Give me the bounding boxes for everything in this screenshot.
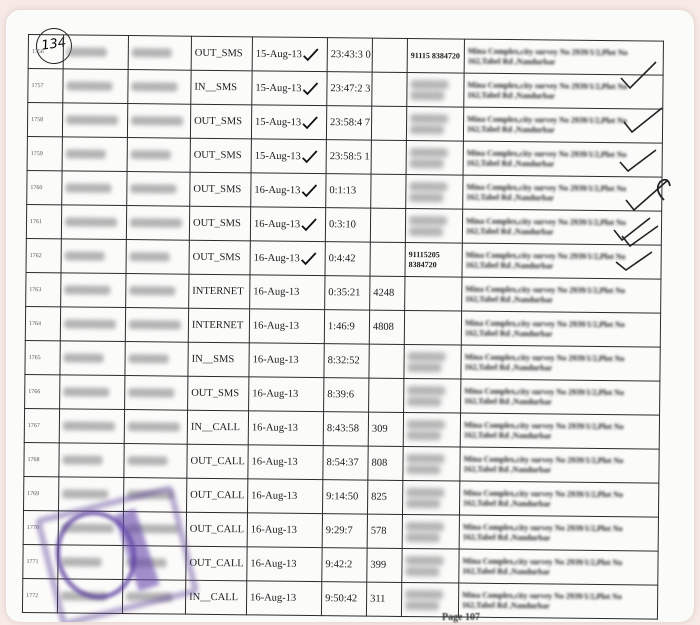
record-time-text: 0:1:13 <box>329 184 357 196</box>
row-number-text: 1768 <box>27 456 40 463</box>
record-date-text: 16-Aug-13 <box>251 422 299 434</box>
record-time-text: 23:47:2 3 <box>330 82 371 95</box>
record-type-text: IN__CALL <box>190 421 240 434</box>
record-type-text: OUT_SMS <box>192 251 241 264</box>
record-time <box>322 514 367 548</box>
cell-id <box>405 242 462 277</box>
row-number <box>24 408 59 442</box>
record-time-text: 23:58:4 7 <box>330 116 371 129</box>
redacted-party-b <box>125 376 188 411</box>
check-mark-icon <box>302 47 320 61</box>
record-time-text: 9:50:42 <box>325 592 358 604</box>
record-type <box>189 274 250 309</box>
tower-address <box>459 515 658 551</box>
tower-address-text: Mina Complex,city survey No 2939/1/2,Plot No 162,Tabel Rd ,Nandurbar <box>463 454 624 475</box>
record-time-text: 0:35:21 <box>328 286 361 298</box>
tower-address-text: Mina Complex,city survey No 2939/1/2,Plot No 162,Tabel Rd ,Nandurbar <box>462 522 623 542</box>
redacted-party-a <box>61 273 126 308</box>
redaction-blur <box>130 184 176 193</box>
record-time <box>325 242 370 276</box>
record-date-text: 16-Aug-13 <box>250 558 297 570</box>
record-date <box>247 513 322 548</box>
tower-address <box>458 583 657 619</box>
record-date <box>250 207 325 242</box>
cell-id <box>407 38 464 73</box>
record-duration <box>371 106 406 140</box>
row-number-text: 1765 <box>28 354 41 361</box>
record-duration <box>369 344 404 378</box>
redaction-blur <box>64 353 104 362</box>
record-type-text: OUT_CALL <box>189 557 244 570</box>
record-type <box>188 308 249 343</box>
record-date-text: 16-Aug-13 <box>252 388 299 400</box>
record-time-text: 8:54:37 <box>326 456 359 468</box>
record-date-text: 15-Aug-13 <box>255 48 302 60</box>
record-type-text: OUT_SMS <box>193 183 242 196</box>
row-number <box>28 69 63 103</box>
record-type <box>186 512 247 547</box>
redaction-blur <box>63 421 115 431</box>
record-date-text: 16-Aug-13 <box>251 456 298 468</box>
redaction-blur <box>65 251 105 260</box>
tower-address-text: Mina Complex,city survey No 2939/1/2,Plot No 162,Tabel Rd ,Nandurbar <box>462 556 623 576</box>
record-type-text: OUT_CALL <box>189 523 245 536</box>
record-time-text: 8:43:58 <box>326 422 360 434</box>
record-date-text: 16-Aug-13 <box>250 592 297 604</box>
record-time <box>324 310 369 344</box>
record-type <box>190 104 251 139</box>
redacted-party-b <box>125 342 188 377</box>
redacted-party-b <box>128 70 191 105</box>
record-duration <box>367 480 402 514</box>
redacted-party-b <box>125 308 188 343</box>
row-number <box>27 170 62 204</box>
record-date <box>246 581 321 616</box>
record-date-text: 16-Aug-13 <box>253 218 301 230</box>
tower-address-text: Mina Complex,city survey No 2939/1/2,Plot No 162,Tabel Rd ,Nandurbar <box>464 318 625 339</box>
redaction-blur <box>64 319 116 329</box>
record-time-text: 8:39:6 <box>327 388 355 400</box>
record-duration <box>371 174 406 208</box>
row-number-text: 1771 <box>26 558 39 565</box>
record-date <box>248 445 323 480</box>
record-time-text: 1:46:9 <box>327 320 355 332</box>
record-date <box>252 71 327 106</box>
record-duration-text: 4808 <box>372 321 395 333</box>
row-number <box>28 35 63 69</box>
redacted-party-a <box>60 341 125 376</box>
cell-id-text <box>409 182 459 203</box>
check-mark-icon <box>300 217 318 231</box>
cell-id-text <box>410 114 460 135</box>
redaction-blur <box>131 82 177 91</box>
record-type-text: OUT_SMS <box>194 115 243 128</box>
tower-address <box>459 549 658 585</box>
cell-id <box>402 548 459 583</box>
record-date-text: 15-Aug-13 <box>255 116 302 128</box>
record-date <box>250 241 325 276</box>
cell-id <box>405 208 462 243</box>
record-duration <box>367 548 402 582</box>
redaction-blur <box>64 285 110 294</box>
cell-id <box>405 276 462 311</box>
redaction-blur <box>131 150 171 159</box>
record-type <box>190 138 251 173</box>
redaction-blur <box>129 286 175 295</box>
tower-address-text: Mina Complex,city survey No 2939/1/2,Plot No 162,Tabel Rd ,Nandurbar <box>464 386 625 407</box>
tower-address <box>459 481 658 517</box>
record-duration <box>368 446 403 480</box>
record-date <box>249 343 324 378</box>
redaction-blur <box>127 456 167 465</box>
tower-address-text: Mina Complex,city survey No 2939/1/2,Plot No 162,Tabel Rd ,Nandurbar <box>467 80 628 101</box>
record-type-text: OUT_SMS <box>191 387 240 400</box>
row-number <box>26 204 61 238</box>
record-duration-text: 825 <box>371 491 387 503</box>
record-date-text: 15-Aug-13 <box>254 150 301 162</box>
redaction-blur <box>65 217 117 227</box>
cell-id <box>402 514 459 549</box>
cell-id <box>403 412 460 447</box>
tower-address-text: Mina Complex,city survey No 2939/1/2,Plot No 162,Tabel Rd ,Nandurbar <box>463 488 624 509</box>
record-time-text: 8:32:52 <box>327 354 360 366</box>
record-type-text: IN__SMS <box>191 353 235 366</box>
row-number <box>26 238 61 272</box>
redacted-party-a <box>59 443 124 478</box>
check-mark-icon <box>301 115 319 129</box>
record-duration-text: 399 <box>370 559 387 571</box>
record-time <box>327 38 372 72</box>
record-duration <box>369 378 404 412</box>
row-number-text: 1758 <box>31 116 44 123</box>
redaction-blur <box>128 422 180 432</box>
record-time <box>326 106 371 140</box>
record-time <box>327 72 372 106</box>
record-type-text: IN__CALL <box>189 591 239 604</box>
cell-id <box>406 140 463 175</box>
redacted-party-b <box>124 410 187 445</box>
record-time <box>324 378 369 412</box>
redacted-party-a <box>61 239 126 274</box>
cell-id-text <box>409 216 459 237</box>
record-date <box>247 547 322 582</box>
record-type <box>188 342 249 377</box>
redacted-party-a <box>60 375 125 410</box>
record-time <box>326 140 371 174</box>
record-date-text: 16-Aug-13 <box>253 252 300 264</box>
row-number-text: 1763 <box>29 286 42 293</box>
row-number-text: 1756 <box>31 48 44 55</box>
margin-tick-marks-lower <box>606 200 666 280</box>
cell-id-text <box>410 80 460 101</box>
record-date-text: 16-Aug-13 <box>251 490 298 502</box>
record-duration <box>371 140 406 174</box>
row-number-text: 1767 <box>27 422 40 429</box>
redacted-party-b <box>124 444 187 479</box>
row-number-text: 1761 <box>30 218 43 225</box>
record-date <box>251 173 326 208</box>
row-number-text: 1762 <box>29 252 42 259</box>
record-date <box>248 411 323 446</box>
tower-address-text: Mina Complex,city survey No 2939/1/2,Plot No 162,Tabel Rd ,Nandurbar <box>466 148 627 169</box>
redaction-blur <box>66 115 118 125</box>
redaction-blur <box>129 320 181 330</box>
row-number-text: 1760 <box>30 184 43 191</box>
tower-address-text: Mina Complex,city survey No 2939/1/2,Plot No 162,Tabel Rd ,Nandurbar <box>463 420 624 441</box>
row-number <box>25 306 60 340</box>
redacted-party-a <box>60 307 125 342</box>
redacted-party-b <box>128 36 191 71</box>
redacted-party-a <box>62 137 127 172</box>
redacted-party-a <box>62 103 127 138</box>
tower-address-text: Mina Complex,city survey No 2939/1/2,Plot No 162,Tabel Rd ,Nandurbar <box>466 114 627 135</box>
record-time-text: 23:43:3 0 <box>330 48 371 61</box>
row-number-text: 1769 <box>27 490 40 497</box>
record-time <box>326 174 371 208</box>
record-duration-text: 309 <box>371 423 388 435</box>
cell-id-text <box>406 487 456 508</box>
cell-id-text <box>405 589 455 610</box>
cell-id <box>407 72 464 107</box>
redacted-party-a <box>63 35 128 70</box>
record-date-text: 16-Aug-13 <box>252 320 300 332</box>
redaction-blur <box>62 489 108 498</box>
redacted-party-a <box>61 205 126 240</box>
row-number-text: 1770 <box>26 524 39 531</box>
record-date <box>251 105 326 140</box>
tower-address <box>461 379 660 415</box>
record-duration <box>366 582 401 616</box>
redaction-blur <box>63 387 109 396</box>
check-mark-icon <box>300 251 318 265</box>
scanned-page <box>6 10 694 622</box>
redacted-party-b <box>127 172 190 207</box>
cell-id-text <box>407 419 457 440</box>
redaction-blur <box>130 252 170 261</box>
tower-address <box>461 345 660 381</box>
redacted-party-a <box>63 69 128 104</box>
redaction-blur <box>62 455 102 464</box>
redaction-blur <box>67 47 107 56</box>
record-type <box>190 172 251 207</box>
record-date <box>251 139 326 174</box>
record-time-text: 9:42:2 <box>325 558 353 570</box>
tower-address <box>461 311 660 347</box>
cell-id <box>403 446 460 481</box>
record-duration-text: 311 <box>370 593 386 605</box>
record-type-text: OUT_SMS <box>192 217 241 230</box>
cell-id-text: 91115205 8384720 <box>408 249 440 269</box>
redacted-party-b <box>127 104 190 139</box>
record-duration <box>369 310 404 344</box>
cell-id-text <box>410 148 460 169</box>
record-date-text: 15-Aug-13 <box>255 82 302 94</box>
redaction-blur <box>132 48 172 57</box>
record-duration <box>370 276 405 310</box>
row-number <box>27 136 62 170</box>
row-number <box>25 340 60 374</box>
redaction-blur <box>128 388 174 397</box>
record-type-text: OUT_SMS <box>194 47 243 60</box>
record-type-text: IN__SMS <box>194 81 238 94</box>
record-time <box>325 276 370 310</box>
record-time-text: 23:58:5 1 <box>329 150 370 163</box>
cell-id-text <box>405 555 455 576</box>
redacted-party-b <box>126 240 189 275</box>
record-time <box>325 208 370 242</box>
redaction-blur <box>66 81 112 90</box>
tower-address-text: Mina Complex,city survey No 2939/1/2,Plot No 162,Tabel Rd ,Nandurbar <box>464 352 625 373</box>
row-number-text: 1766 <box>28 388 41 395</box>
cell-id-text <box>406 453 456 474</box>
record-duration-text: 4248 <box>373 287 395 299</box>
tower-address <box>460 413 659 449</box>
record-time <box>324 344 369 378</box>
redacted-party-b <box>126 274 189 309</box>
tower-address-text: Mina Complex,city survey No 2939/1/2,Plot No 162,Tabel Rd ,Nandurbar <box>465 216 626 237</box>
redaction-blur <box>130 218 182 228</box>
page-footer-label: Page 107 <box>442 612 481 623</box>
tower-address-text: Mina Complex,city survey No 2939/1/2,Plot No 162,Tabel Rd ,Nandurbar <box>466 182 627 203</box>
redacted-party-b <box>127 138 190 173</box>
record-type <box>191 36 252 71</box>
record-date <box>249 377 324 412</box>
record-duration-text: 578 <box>370 525 387 537</box>
record-time <box>323 412 368 446</box>
record-duration-text: 808 <box>371 457 388 469</box>
record-time <box>323 446 368 480</box>
record-duration <box>370 242 405 276</box>
record-type <box>187 410 248 445</box>
record-time-text: 0:3:10 <box>328 218 356 230</box>
row-number-text: 1759 <box>30 150 43 157</box>
record-date-text: 16-Aug-13 <box>254 184 301 196</box>
redaction-blur <box>66 149 106 158</box>
record-time-text: 9:14:50 <box>326 490 359 502</box>
record-time <box>322 480 367 514</box>
record-duration <box>370 208 405 242</box>
row-number-text: 1772 <box>26 592 39 599</box>
record-type <box>188 376 249 411</box>
row-number <box>24 442 59 476</box>
record-duration <box>367 514 402 548</box>
record-type-text: OUT_CALL <box>190 489 245 502</box>
check-mark-icon <box>301 149 319 163</box>
cell-id-text <box>407 351 457 372</box>
check-mark-icon <box>300 183 318 197</box>
record-time-text: 9:29:7 <box>325 524 353 536</box>
record-type-text: INTERNET <box>192 285 244 298</box>
redacted-party-a <box>62 171 127 206</box>
row-number-text: 1757 <box>31 82 44 89</box>
record-date-text: 16-Aug-13 <box>250 524 297 536</box>
record-time-text: 0:4:42 <box>328 252 356 264</box>
cell-id <box>404 310 461 345</box>
tower-address <box>462 277 661 313</box>
record-date-text: 16-Aug-13 <box>252 354 299 366</box>
cell-id <box>406 106 463 141</box>
record-type-text: OUT_SMS <box>193 149 242 162</box>
redaction-blur <box>65 183 111 192</box>
record-type <box>187 478 248 513</box>
record-time <box>322 548 367 582</box>
record-date <box>250 275 325 310</box>
record-type <box>187 444 248 479</box>
redacted-party-a <box>59 409 124 444</box>
cell-id-text <box>408 293 458 294</box>
record-type-text: OUT_CALL <box>190 455 245 468</box>
record-type <box>191 70 252 105</box>
record-type-text: INTERNET <box>191 319 244 332</box>
check-mark-icon <box>301 81 319 95</box>
record-date <box>252 37 327 72</box>
row-number <box>24 476 59 510</box>
record-date <box>249 309 324 344</box>
record-time <box>321 582 366 616</box>
record-type <box>189 206 250 241</box>
row-number <box>26 272 61 306</box>
cell-id-text <box>407 385 457 406</box>
row-number <box>27 103 62 137</box>
record-duration <box>368 412 403 446</box>
record-date-text: 16-Aug-13 <box>253 286 300 298</box>
record-duration <box>372 72 407 106</box>
record-type <box>189 240 250 275</box>
cell-id-text <box>406 521 456 542</box>
cell-id <box>404 344 461 379</box>
cell-id <box>406 174 463 209</box>
cell-id-text: 91115 8384720 <box>410 50 460 61</box>
cell-id <box>402 480 459 515</box>
redaction-blur <box>131 116 183 126</box>
redacted-party-b <box>126 206 189 241</box>
row-number <box>25 374 60 408</box>
record-duration <box>372 38 407 72</box>
cell-id <box>404 378 461 413</box>
tower-address <box>460 447 659 483</box>
tower-address-text: Mina Complex,city survey No 2939/1/2,Plot No 162,Tabel Rd ,Nandurbar <box>467 46 628 67</box>
record-date <box>247 479 322 514</box>
circled-page-number: 134 <box>34 26 75 67</box>
tower-address-text: Mina Complex,city survey No 2939/1/2,Plot No 162,Tabel Rd ,Nandurbar <box>465 250 626 271</box>
row-number-text: 1764 <box>28 320 41 327</box>
cell-id-text <box>408 327 458 328</box>
redaction-blur <box>129 354 169 363</box>
tower-address-text: Mina Complex,city survey No 2939/1/2,Plot No 162,Tabel Rd ,Nandurbar <box>465 284 626 305</box>
tower-address-text: Mina Complex,city survey No 2939/1/2,Plot No 162,Tabel Rd ,Nandurbar <box>462 590 622 610</box>
